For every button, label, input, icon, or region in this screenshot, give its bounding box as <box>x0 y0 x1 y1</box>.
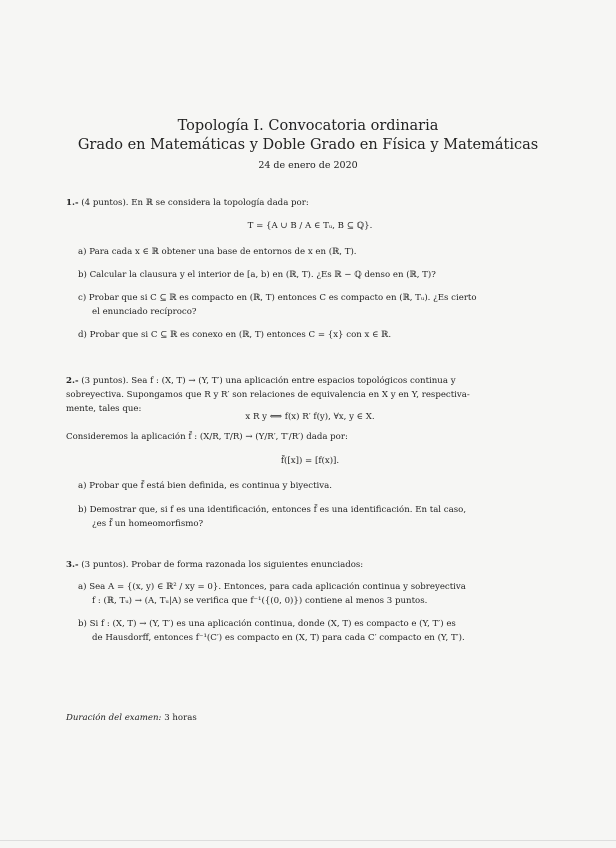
exam-title: Topología I. Convocatoria ordinaria <box>177 118 439 134</box>
q2-line1 <box>66 374 554 388</box>
q1-item-c-line1: c) Probar que si C ⊆ ℝ es compacto en (ℝ, T) entonces C es compacto en (ℝ, Tᵤ). ¿Es cierto <box>78 293 477 303</box>
q2-formula2: f̃([x]) = [f(x)]. <box>280 456 340 466</box>
q2-line2: sobreyectiva. Supongamos que R y R′ son relaciones de equivalencia en X y en Y, respectiva- <box>66 390 470 400</box>
q2-item-a: a) Probar que f̃ está bien definida, es continua y biyectiva. <box>78 481 332 491</box>
q3-item-a-line2: f : (ℝ, Tᵤ) → (A, Tᵤ|A) se verifica que f⁻¹({(0, 0)}) contiene al menos 3 puntos. <box>92 596 428 606</box>
q2-item-b-line2: ¿es f̃ un homeomorfismo? <box>92 519 204 529</box>
q3-intro-text: (3 puntos). Probar de forma razonada los siguientes enunciados: <box>81 560 364 570</box>
q3-item-b-line1: b) Si f : (X, T) → (Y, T′) es una aplicación continua, donde (X, T) es compacto e (Y, T′) es <box>78 619 456 629</box>
exam-duration <box>66 713 197 723</box>
q2-formula1: x R y ⟺ f(x) R′ f(y), ∀x, y ∈ X. <box>245 412 375 422</box>
q3-number: 3.- <box>66 560 79 570</box>
q3-intro <box>66 558 554 572</box>
q3-item-b-line2: de Hausdorff, entonces f⁻¹(C′) es compacto en (X, T) para cada C′ compacto en (Y, T′). <box>92 633 465 643</box>
q2-line3: mente, tales que: <box>66 404 142 414</box>
exam-subtitle: Grado en Matemáticas y Doble Grado en Física y Matemáticas <box>77 137 539 153</box>
q1-item-b: b) Calcular la clausura y el interior de [a, b) en (ℝ, T). ¿Es ℝ − ℚ denso en (ℝ, T)? <box>78 270 436 280</box>
q2-line1-text: (3 puntos). Sea f : (X, T) → (Y, T′) una aplicación entre espacios topológicos continua y <box>81 376 456 386</box>
q1-intro-text: (4 puntos). En ℝ se considera la topología dada por: <box>81 198 309 208</box>
q1-number: 1.- <box>66 198 79 208</box>
page-bottom-edge <box>0 840 616 841</box>
q3-item-a-line1: a) Sea A = {(x, y) ∈ ℝ² / xy = 0}. Entonces, para cada aplicación continua y sobreyectiva <box>78 582 466 592</box>
q2-number: 2.- <box>66 376 79 386</box>
q1-item-c-line2: el enunciado recíproco? <box>92 307 197 317</box>
duration-label: Duración del examen: <box>66 713 162 723</box>
q1-formula: T = {A ∪ B / A ∈ Tᵤ, B ⊆ ℚ}. <box>247 221 373 231</box>
q2-line4: Consideremos la aplicación f̃ : (X/R, T/R) → (Y/R′, T′/R′) dada por: <box>66 432 348 442</box>
q1-item-d: d) Probar que si C ⊆ ℝ es conexo en (ℝ, T) entonces C = {x} con x ∈ ℝ. <box>78 330 392 340</box>
duration-value: 3 horas <box>164 713 197 723</box>
q1-item-a: a) Para cada x ∈ ℝ obtener una base de entornos de x en (ℝ, T). <box>78 247 357 257</box>
exam-date: 24 de enero de 2020 <box>258 160 358 171</box>
q1-intro <box>66 196 554 210</box>
q2-item-b-line1: b) Demostrar que, si f es una identificación, entonces f̃ es una identificación. En tal caso, <box>78 505 467 515</box>
